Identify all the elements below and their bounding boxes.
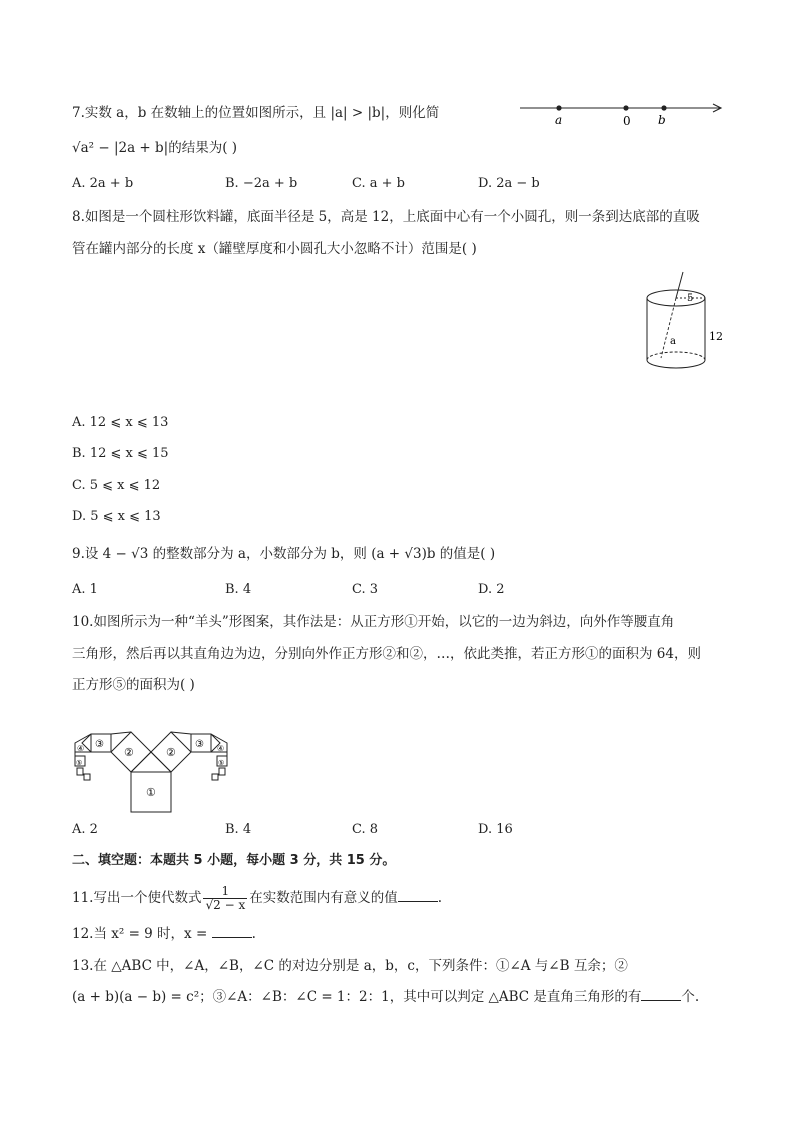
q9-option-d: D. 2: [478, 582, 505, 597]
q10-square-4-left-label: ④: [77, 744, 85, 753]
q9-option-c: C. 3: [352, 582, 379, 597]
q10-option-d: D. 16: [478, 822, 513, 837]
q10-square-3-right-label: ③: [195, 739, 204, 750]
q10-option-a: A. 2: [72, 822, 98, 837]
q7-option-d: D. 2a − b: [478, 176, 540, 191]
q8-option-c: C. 5 ⩽ x ⩽ 12: [72, 478, 161, 493]
q12-answer-blank[interactable]: [212, 925, 252, 938]
q11-numerator: 1: [221, 884, 230, 898]
q11-line: [72, 880, 442, 916]
q7-option-a: A. 2a + b: [72, 176, 134, 191]
q11-fraction: [203, 885, 247, 912]
q7-number-line: [518, 98, 728, 130]
q7-line1: 7.实数 a，b 在数轴上的位置如图所示，且 |a| > |b|，则化简: [72, 105, 440, 121]
q13-line2-end: 个.: [681, 989, 700, 1005]
q11-end: .: [437, 890, 443, 906]
q8-radius-label: 5: [687, 293, 694, 304]
q8-straw-label: a: [670, 336, 676, 347]
q10-line3: 正方形⑤的面积为( ): [72, 677, 195, 693]
q12-line: [72, 925, 256, 943]
q8-option-a: A. 12 ⩽ x ⩽ 13: [72, 415, 169, 430]
q10-square-3-left-label: ③: [95, 739, 104, 750]
q13-answer-blank[interactable]: [641, 988, 681, 1001]
q10-ram-head-figure: [66, 726, 246, 814]
q13-line2: [72, 988, 699, 1006]
q11-answer-blank[interactable]: [398, 889, 438, 902]
q12-end: .: [251, 926, 256, 942]
q8-cylinder-figure: [636, 268, 728, 380]
q13-line2-text: (a + b)(a − b) = c²；③∠A：∠B：∠C = 1：2：1，其中可以判定 △ABC 是直角三角形的有: [72, 989, 642, 1005]
q8-height-label: 12: [709, 330, 723, 343]
section2-heading: 二、填空题：本题共 5 小题，每小题 3 分，共 15 分。: [72, 853, 396, 868]
q10-line1: 10.如图所示为一种“羊头”形图案，其作法是：从正方形①开始，以它的一边为斜边，向外作等腰直角: [72, 614, 675, 630]
q8-option-d: D. 5 ⩽ x ⩽ 13: [72, 509, 161, 524]
q7-option-b: B. −2a + b: [225, 176, 298, 191]
q12-text: 12.当 x² = 9 时，x =: [72, 926, 212, 942]
q9-option-b: B. 4: [225, 582, 252, 597]
q10-square-2-left-label: ②: [124, 746, 134, 759]
q10-option-c: C. 8: [352, 822, 379, 837]
q8-option-b: B. 12 ⩽ x ⩽ 15: [72, 446, 169, 461]
q10-square-1-label: ①: [146, 786, 156, 799]
q9-line1: 9.设 4 − √3 的整数部分为 a，小数部分为 b，则 (a + √3)b 的值是( ): [72, 546, 496, 562]
q13-line1: 13.在 △ABC 中，∠A，∠B，∠C 的对边分别是 a，b，c，下列条件：①∠A 与∠B 互余；②: [72, 958, 628, 974]
q9-option-a: A. 1: [72, 582, 98, 597]
q10-square-5-left-label: ⑤: [76, 759, 83, 767]
q7-label-0: 0: [623, 114, 631, 128]
q11-pre: 11.写出一个使代数式: [72, 890, 202, 906]
q11-post: 在实数范围内有意义的值: [249, 890, 398, 906]
q10-square-5-right-label: ⑤: [218, 759, 225, 767]
q10-square-2-right-label: ②: [166, 746, 176, 759]
q11-denominator: √2 − x: [205, 898, 246, 912]
q7-label-b: b: [658, 113, 666, 127]
q8-line2: 管在罐内部分的长度 x（罐壁厚度和小圆孔大小忽略不计）范围是( ): [72, 241, 477, 257]
q10-line2: 三角形，然后再以其直角边为边，分别向外作正方形②和②，…，依此类推，若正方形①的面积为 64，则: [72, 646, 701, 662]
q7-label-a: a: [555, 113, 563, 127]
q10-square-4-right-label: ④: [217, 744, 225, 753]
q7-expression: √a² − |2a + b|: [72, 140, 169, 156]
q7-option-c: C. a + b: [352, 176, 405, 191]
q10-option-b: B. 4: [225, 822, 252, 837]
q7-line2: [72, 139, 237, 157]
q8-line1: 8.如图是一个圆柱形饮料罐，底面半径是 5，高是 12，上底面中心有一个小圆孔，则一条到达底部的直吸: [72, 209, 700, 225]
q7-line2-tail: 的结果为( ): [168, 140, 238, 156]
